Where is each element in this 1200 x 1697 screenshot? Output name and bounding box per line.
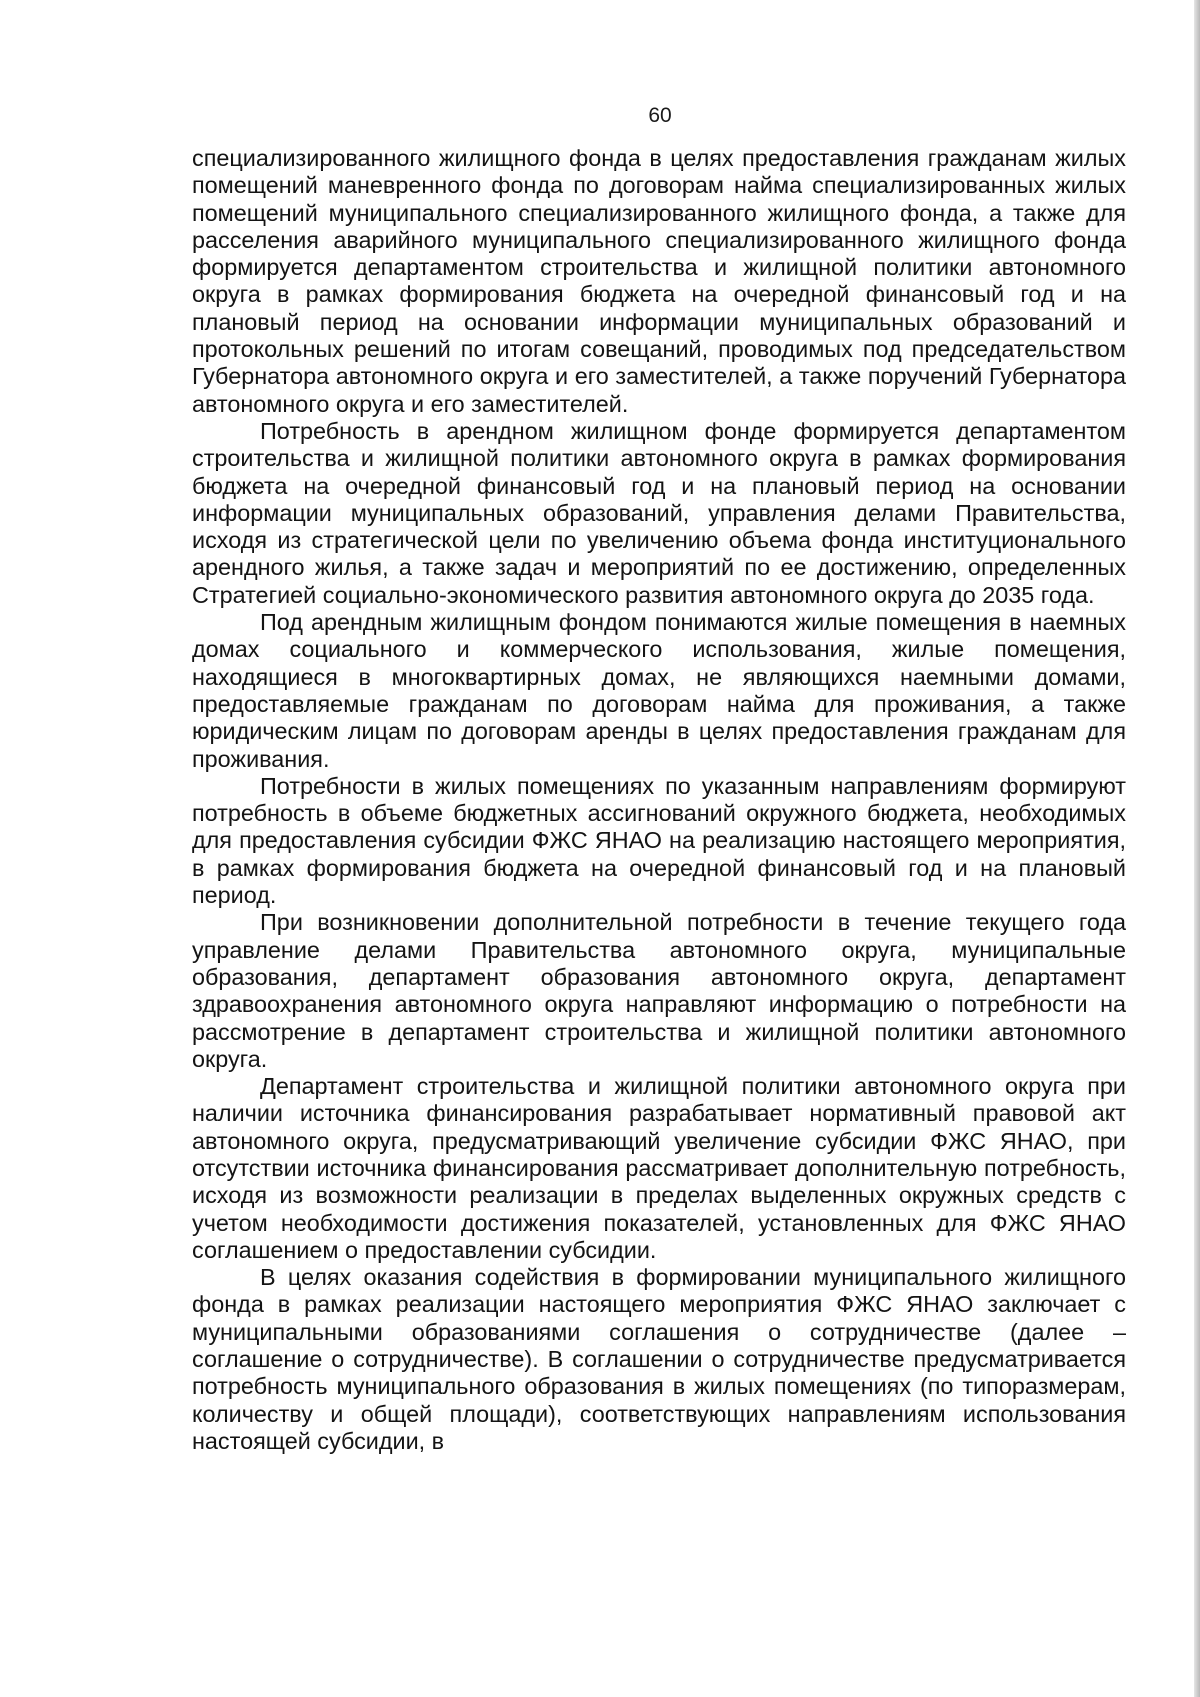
- paragraph: Под арендным жилищным фондом понимаются жилые помещения в наемных домах социального и коммерческого использования, жилые помещения, находящиеся в многоквартирных домах, не являющихся наемными домами, предоставляемые гражданам по договорам найма для проживания, а также юридическим лицам по договорам аренды в целях предоставления гражданам для проживания.: [192, 609, 1126, 772]
- paragraph: Потребность в арендном жилищном фонде формируется департаментом строительства и жилищной политики автономного округа в рамках формирования бюджета на очередной финансовый год и на плановый период на основании информации муниципальных образований, управления делами Правительства, исходя из стратегической цели по увеличению объема фонда институционального арендного жилья, а также задач и мероприятий по ее достижению, определенных Стратегией социально-экономического развития автономного округа до 2035 года.: [192, 417, 1126, 608]
- paragraph: специализированного жилищного фонда в целях предоставления гражданам жилых помещений маневренного фонда по договорам найма специализированных жилых помещений муниципального специализированного жилищного фонда, а также для расселения аварийного муниципального специализированного жилищного фонда формируется департаментом строительства и жилищной политики автономного округа в рамках формирования бюджета на очередной финансовый год и на плановый период на основании информации муниципальных образований и протокольных решений по итогам совещаний, проводимых под председательством Губернатора автономного округа и его заместителей, а также поручений Губернатора автономного округа и его заместителей.: [192, 145, 1126, 417]
- paragraph: При возникновении дополнительной потребности в течение текущего года управление делами Правительства автономного округа, муниципальные образования, департамент образования автономного округа, департамент здравоохранения автономного округа направляют информацию о потребности на рассмотрение в департамент строительства и жилищной политики автономного округа.: [192, 909, 1126, 1072]
- paragraph: В целях оказания содействия в формировании муниципального жилищного фонда в рамках реализации настоящего мероприятия ФЖС ЯНАО заключает с муниципальными образованиями соглашения о сотрудничестве (далее – соглашение о сотрудничестве). В соглашении о сотрудничестве предусматривается потребность муниципального образования в жилых помещениях (по типоразмерам, количеству и общей площади), соответствующих направлениям использования настоящей субсидии, в: [192, 1264, 1126, 1454]
- scan-edge: [1194, 0, 1200, 1697]
- body-text: [192, 145, 1126, 1455]
- paragraph: Потребности в жилых помещениях по указанным направлениям формируют потребность в объеме бюджетных ассигнований окружного бюджета, необходимых для предоставления субсидии ФЖС ЯНАО на реализацию настоящего мероприятия, в рамках формирования бюджета на очередной финансовый год и на плановый период.: [192, 772, 1126, 909]
- paragraph: Департамент строительства и жилищной политики автономного округа при наличии источника финансирования разрабатывает нормативный правовой акт автономного округа, предусматривающий увеличение субсидии ФЖС ЯНАО, при отсутствии источника финансирования рассматривает дополнительную потребность, исходя из возможности реализации в пределах выделенных окружных средств с учетом необходимости достижения показателей, установленных для ФЖС ЯНАО соглашением о предоставлении субсидии.: [192, 1073, 1126, 1263]
- page-number: 60: [648, 104, 672, 127]
